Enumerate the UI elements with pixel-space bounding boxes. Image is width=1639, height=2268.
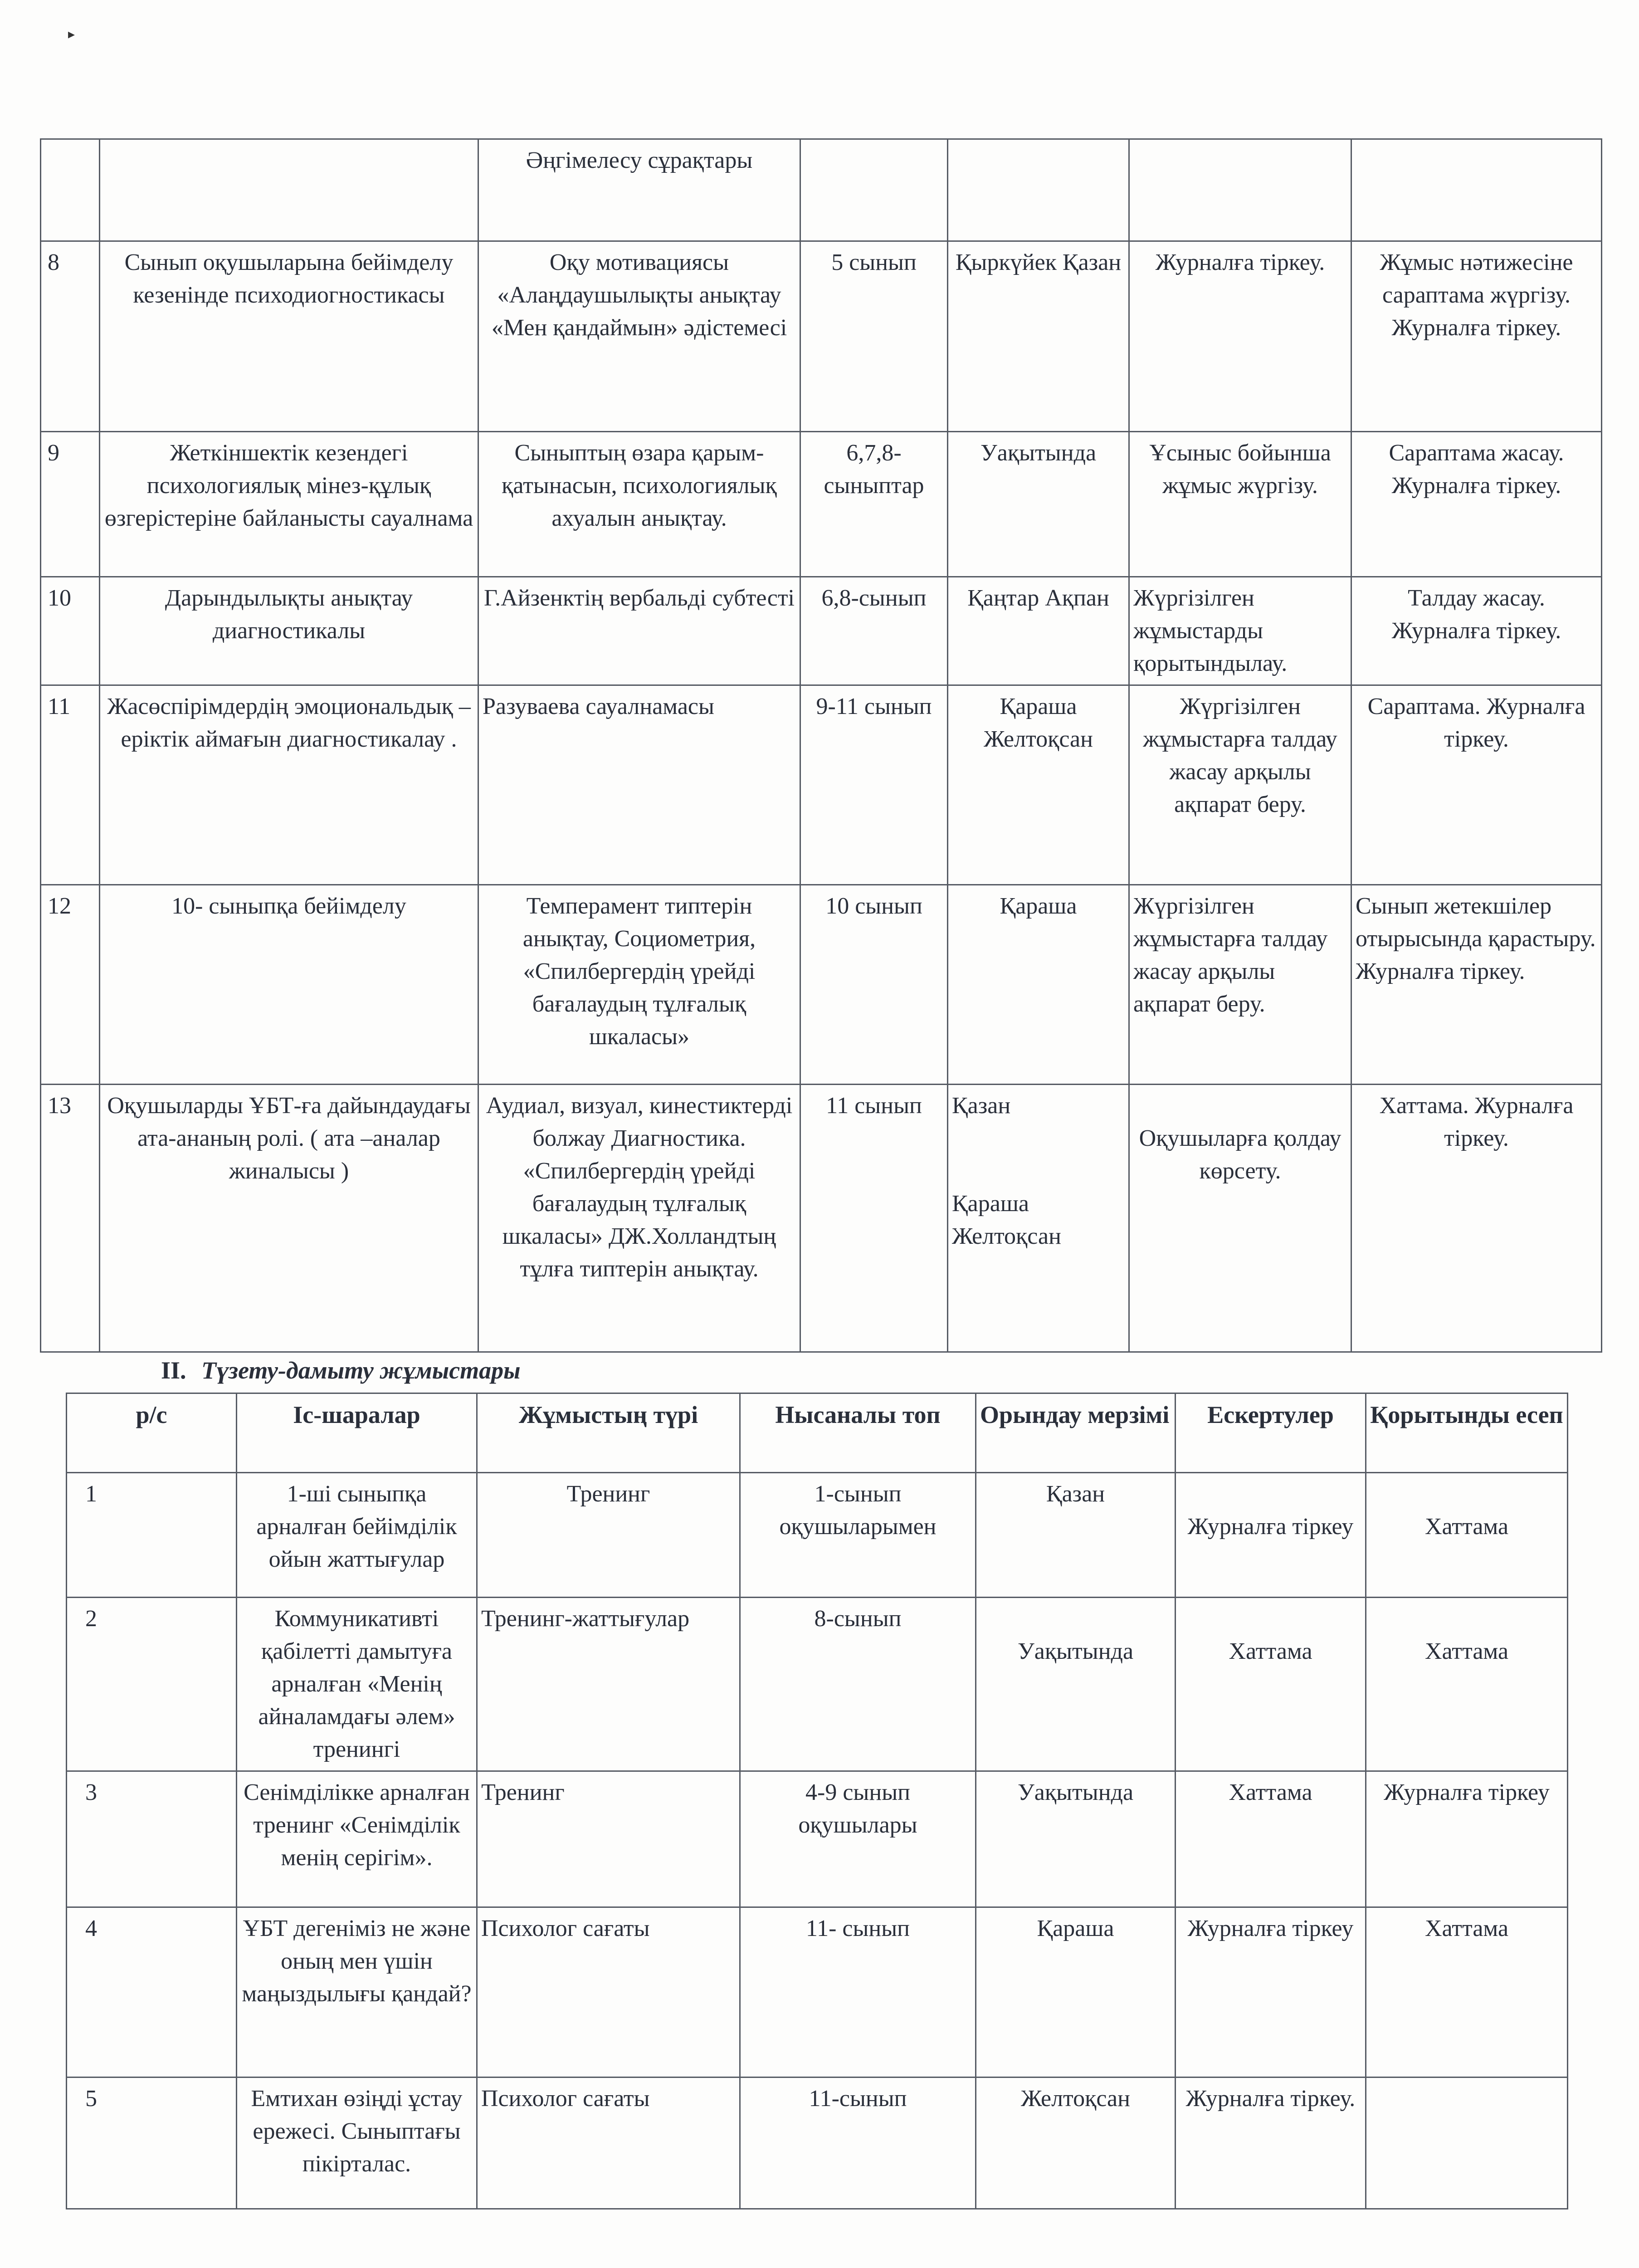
report-cell (1366, 1598, 1568, 1771)
row-number: 13 (41, 1085, 100, 1352)
type-cell: Тренинг (477, 1771, 740, 1907)
target-cell: 10 сынып (800, 885, 948, 1085)
target-cell: 6,8-сынып (800, 577, 948, 685)
target-cell: 4-9 сынып оқушылары (740, 1771, 976, 1907)
target-cell: 11 сынып (800, 1085, 948, 1352)
row-number: 4 (67, 1907, 237, 2077)
date-cell: Уақытында (948, 432, 1129, 577)
date-cell: Қаңтар Ақпан (948, 577, 1129, 685)
event-cell (100, 139, 478, 241)
event-cell: Жасөспірімдердің эмоциональдық –еріктік аймағын диагностикалау . (100, 685, 478, 885)
event-cell: 1-ші сыныпқа арналған бейімділік ойын жаттығулар (237, 1473, 477, 1598)
correction-table (66, 1393, 1568, 2209)
target-cell: 5 сынып (800, 241, 948, 432)
event-cell: Емтихан өзіңді ұстау ережесі. Сыныптағы пікірталас. (237, 2077, 477, 2209)
event-cell: Сынып оқушыларына бейімделу кезенінде психодиогностикасы (100, 241, 478, 432)
method-cell: Әңгімелесу сұрақтары (478, 139, 800, 241)
event-cell: Жеткіншектік кезендегі психологиялық мінез-құлық өзгерістеріне байланысты сауалнама (100, 432, 478, 577)
type-cell: Тренинг-жаттығулар (477, 1598, 740, 1771)
type-cell: Тренинг (477, 1473, 740, 1598)
target-cell (800, 139, 948, 241)
target-cell: 6,7,8-сыныптар (800, 432, 948, 577)
type-cell: Психолог сағаты (477, 1907, 740, 2077)
date-line: Қазан (952, 1093, 1011, 1119)
report-cell: Талдау жасау. Журналға тіркеу. (1351, 577, 1602, 685)
event-cell: Сенімділікке арналған тренинг «Сенімділік менің серігім». (237, 1771, 477, 1907)
date-line: Қараша Желтоқсан (952, 1191, 1061, 1249)
report-cell (1366, 2077, 1568, 2209)
note-cell (1176, 1473, 1366, 1598)
form-cell: Жүргізілген жұмыстарға талдау жасау арқылы ақпарат беру. (1129, 885, 1351, 1085)
row-number (41, 139, 100, 241)
form-cell: Журналға тіркеу. (1129, 241, 1351, 432)
note-cell (1176, 1598, 1366, 1771)
column-header: Орындау мерзімі (976, 1393, 1176, 1473)
form-cell (1129, 1085, 1351, 1352)
date-cell (948, 139, 1129, 241)
note-cell: Журналға тіркеу (1176, 1907, 1366, 2077)
event-cell: Коммуникативті қабілетті дамытуға арналған «Менің айналамдағы әлем» тренингі (237, 1598, 477, 1771)
method-cell: Аудиал, визуал, кинестиктерді болжау Диагностика. «Спилбергердің үрейді бағалаудың тұлғалық шкаласы» ДЖ.Холландтың тұлға типтерін анықтау. (478, 1085, 800, 1352)
type-cell: Психолог сағаты (477, 2077, 740, 2209)
method-cell: Темперамент типтерін анықтау, Социометрия, «Спилбергердің үрейді бағалаудың тұлғалық шкаласы» (478, 885, 800, 1085)
method-cell: Г.Айзенктің вербальді субтесті (478, 577, 800, 685)
date-text: Уақытында (1017, 1638, 1134, 1664)
form-cell: Жүргізілген жұмыстарға талдау жасау арқылы ақпарат беру. (1129, 685, 1351, 885)
note-text: Хаттама (1229, 1638, 1312, 1664)
date-cell: Қазан (976, 1473, 1176, 1598)
report-cell: Хаттама. Журналға тіркеу. (1351, 1085, 1602, 1352)
report-cell: Жұмыс нәтижесіне сараптама жүргізу. Журналға тіркеу. (1351, 241, 1602, 432)
date-cell: Желтоқсан (976, 2077, 1176, 2209)
form-text: Оқушыларға қолдау көрсету. (1139, 1125, 1341, 1184)
target-cell: 11- сынып (740, 1907, 976, 2077)
column-header: Ескертулер (1176, 1393, 1366, 1473)
note-cell: Хаттама (1176, 1771, 1366, 1907)
table-row (41, 241, 1602, 432)
method-cell: Сыныптың өзара қарым-қатынасын, психологиялық ахуалын анықтау. (478, 432, 800, 577)
row-number: 12 (41, 885, 100, 1085)
date-cell: Қараша (948, 885, 1129, 1085)
table-row (67, 1598, 1568, 1771)
target-cell: 9-11 сынып (800, 685, 948, 885)
report-cell: Сараптама жасау. Журналға тіркеу. (1351, 432, 1602, 577)
column-header: Жұмыстың түрі (477, 1393, 740, 1473)
row-number: 1 (67, 1473, 237, 1598)
date-cell (976, 1598, 1176, 1771)
event-cell: Дарындылықты анықтау диагностикалы (100, 577, 478, 685)
table-row (67, 1771, 1568, 1907)
row-number: 8 (41, 241, 100, 432)
form-cell: Ұсыныс бойынша жұмыс жүргізу. (1129, 432, 1351, 577)
row-number: 5 (67, 2077, 237, 2209)
event-cell: ҰБТ дегеніміз не және оның мен үшін маңыздылығы қандай? (237, 1907, 477, 2077)
event-cell: Оқушыларды ҰБТ-ға дайындаудағы ата-ананың ролі. ( ата –аналар жиналысы ) (100, 1085, 478, 1352)
report-cell: Сараптама. Журналға тіркеу. (1351, 685, 1602, 885)
table-row (41, 1085, 1602, 1352)
form-cell: Жүргізілген жұмыстарды қорытындылау. (1129, 577, 1351, 685)
row-number: 9 (41, 432, 100, 577)
section-heading (161, 1356, 521, 1384)
column-header: р/с (67, 1393, 237, 1473)
target-cell: 1-сынып оқушыларымен (740, 1473, 976, 1598)
row-number: 2 (67, 1598, 237, 1771)
date-cell: Уақытында (976, 1771, 1176, 1907)
note-cell: Журналға тіркеу. (1176, 2077, 1366, 2209)
table-row (67, 2077, 1568, 2209)
report-cell (1351, 139, 1602, 241)
form-cell (1129, 139, 1351, 241)
target-cell: 11-сынып (740, 2077, 976, 2209)
report-cell: Журналға тіркеу (1366, 1771, 1568, 1907)
note-text: Журналға тіркеу (1187, 1514, 1354, 1540)
method-cell: Оқу мотивациясы «Алаңдаушылықты анықтау «Мен қандаймын» әдістемесі (478, 241, 800, 432)
report-text: Хаттама (1424, 1514, 1509, 1540)
report-text: Хаттама (1424, 1638, 1509, 1664)
table-row (67, 1907, 1568, 2077)
date-cell (948, 1085, 1129, 1352)
method-cell: Разуваева сауалнамасы (478, 685, 800, 885)
target-cell: 8-сынып (740, 1598, 976, 1771)
date-cell: Қараша Желтоқсан (948, 685, 1129, 885)
report-cell (1366, 1473, 1568, 1598)
section-number: II. (161, 1357, 186, 1384)
table-row (41, 885, 1602, 1085)
section-title: Түзету-дамыту жұмыстары (201, 1357, 521, 1384)
row-number: 3 (67, 1771, 237, 1907)
table-row (41, 432, 1602, 577)
date-cell: Қыркүйек Қазан (948, 241, 1129, 432)
date-cell: Қараша (976, 1907, 1176, 2077)
column-header: Іс-шаралар (237, 1393, 477, 1473)
report-cell: Сынып жетекшілер отырысында қарастыру. Журналға тіркеу. (1351, 885, 1602, 1085)
row-number: 10 (41, 577, 100, 685)
table-row (41, 685, 1602, 885)
table-row (41, 139, 1602, 241)
scan-mark: ▸ (68, 27, 75, 42)
table-row (67, 1473, 1568, 1598)
table-row (41, 577, 1602, 685)
diagnostics-table (40, 138, 1602, 1353)
report-cell: Хаттама (1366, 1907, 1568, 2077)
column-header: Қорытынды есеп (1366, 1393, 1568, 1473)
table-header-row (67, 1393, 1568, 1473)
event-cell: 10- сыныпқа бейімделу (100, 885, 478, 1085)
column-header: Нысаналы топ (740, 1393, 976, 1473)
row-number: 11 (41, 685, 100, 885)
